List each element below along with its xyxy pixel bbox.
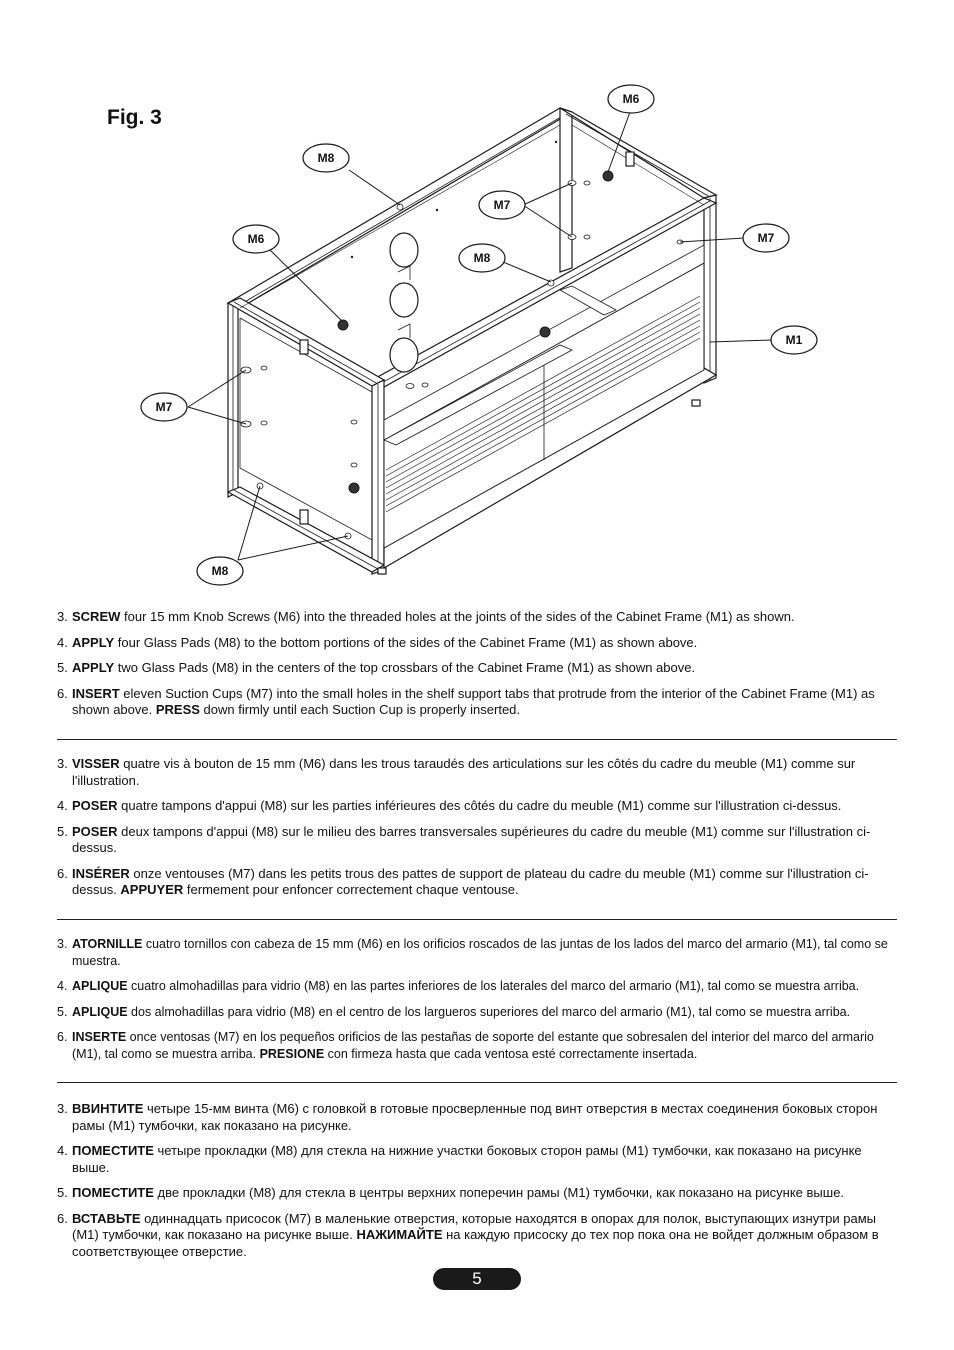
callout-label: M6 [247,232,265,246]
figure-title: Fig. 3 [107,106,162,129]
list-item: 6. INSERTE once ventosas (M7) en los pequeños orificios de las pestañas de soporte del estante que sobresalen del interior del marco del armario (M1), tal como se muestra arriba. PRESIONE con firmeza hasta que cada ventosa esté correctamente insertada. [57,1030,874,1061]
callout-label: M8 [473,251,491,265]
callout-label: M8 [211,564,229,578]
list-item: 5. ПОМЕСТИТЕ две прокладки (M8) для стекла в центры верхних поперечин рамы (M1) тумбочки, как показано на рисунке выше. [57,1185,845,1200]
divider [57,919,897,920]
instructions-english [57,609,899,728]
callout-label: M7 [757,231,775,245]
instructions-french [57,756,899,908]
list-item: 4. APPLY four Glass Pads (M8) to the bottom portions of the sides of the Cabinet Frame (M1) as shown above. [57,634,698,650]
list-item: 5. APLIQUE dos almohadillas para vidrio (M8) en el centro de los largueros superiores del marco del armario (M1), tal como se muestra arriba. [57,1004,851,1019]
callout-label: M1 [785,333,803,347]
list-item: 3. VISSER quatre vis à bouton de 15 mm (M6) dans les trous taraudés des articulations sur les côtés du cadre du meuble (M1) comme sur l'illustration. [57,756,856,788]
list-item: 4. POSER quatre tampons d'appui (M8) sur les parties inférieures des côtés du cadre du meuble (M1) comme sur l'illustration ci-dessus. [57,798,842,813]
page-number: 5 [433,1268,521,1290]
cabinet-assembly-diagram [0,0,954,600]
list-item: 3. ВВИНТИТЕ четыре 15-мм винта (M6) с головкой в готовые просверленные под винт отверстия в местах соединения боковых сторон рамы (M1) тумбочки, как показано на рисунке. [57,1101,878,1133]
instructions-russian [57,1101,899,1269]
list-item: 6. ВСТАВЬТЕ одиннадцать присосок (M7) в маленькие отверстия, которые находятся в опорах для полок, выступающих изнутри рамы (M1) тумбочки, как показано на рисунке выше. НАЖИМАЙТЕ на каждую присоску до тех пор пока она не войдет должным образом в соответствующее отверстие. [57,1210,879,1259]
list-item: 3. ATORNILLE cuatro tornillos con cabeza de 15 mm (M6) en los orificios roscados de las juntas de los lados del marco del armario (M1), tal como se muestra. [57,937,888,968]
callout-label: M8 [317,151,335,165]
divider [57,739,897,740]
list-item: 4. ПОМЕСТИТЕ четыре прокладки (M8) для стекла на нижние участки боковых сторон рамы (M1) тумбочки, как показано на рисунке выше. [57,1143,862,1175]
callout-label: M7 [493,198,511,212]
list-item: 5. POSER deux tampons d'appui (M8) sur le milieu des barres transversales supérieures du cadre du meuble (M1) comme sur l'illustration ci-dessus. [57,823,871,855]
list-item: 5. APPLY two Glass Pads (M8) in the centers of the top crossbars of the Cabinet Frame (M1) as shown above. [57,660,696,675]
instructions-spanish [57,936,899,1071]
callout-label: M6 [622,92,640,106]
callout-label: M7 [155,400,173,414]
list-item: 6. INSERT eleven Suction Cups (M7) into the small holes in the shelf support tabs that protrude from the interior of the Cabinet Frame (M1) as shown above. PRESS down firmly until each Suction Cup is properly inserted. [57,685,875,717]
list-item: 4. APLIQUE cuatro almohadillas para vidrio (M8) en las partes inferiores de los laterales del marco del armario (M1), tal como se muestra arriba. [57,979,860,993]
list-item: 6. INSÉRER onze ventouses (M7) dans les petits trous des pattes de support de plateau du cadre du meuble (M1) comme sur l'illustration ci-dessus. APPUYER fermement pour enfoncer correctement chaque ventouse. [57,865,869,897]
list-item: 3. SCREW four 15 mm Knob Screws (M6) into the threaded holes at the joints of the sides of the Cabinet Frame (M1) as shown. [57,609,795,624]
divider [57,1082,897,1083]
